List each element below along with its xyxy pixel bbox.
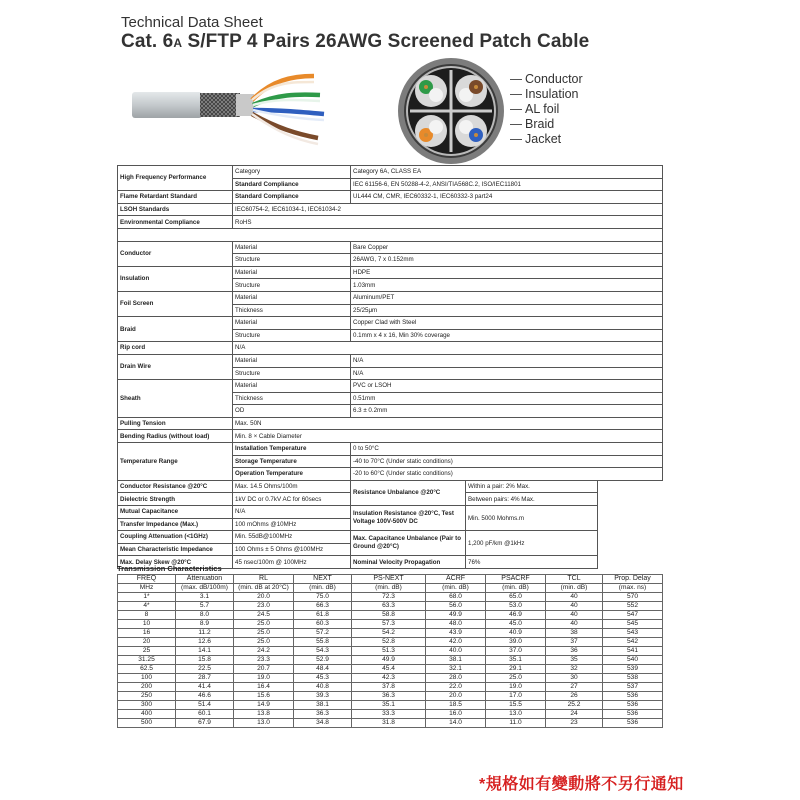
legend-label: Conductor [525,72,583,86]
spec-cell: Insulation Resistance @20°C, Test Voltage 100V-500V DC [351,506,466,531]
spec-cell: OD [233,405,351,418]
table-cell: 25.0 [234,638,294,647]
column-unit: (min. dB at 20°C) [234,584,294,593]
table-cell: 14.0 [426,719,486,728]
spec-cell: 1kV DC or 0.7kV AC for 60secs [233,493,351,506]
table-cell: 536 [603,692,663,701]
spec-cell: Max. Delay Skew @20°C [118,556,233,569]
table-cell: 37.0 [486,647,546,656]
table-cell: 540 [603,656,663,665]
spec-cell: Rip cord [118,342,233,355]
spec-cell: Storage Temperature [233,455,351,468]
table-cell: 62.5 [118,665,176,674]
table-cell: 17.0 [486,692,546,701]
table-cell: 38 [546,629,603,638]
table-cell: 570 [603,593,663,602]
table-row [118,602,663,611]
notice-text: *規格如有變動將不另行通知 [479,776,684,793]
spec-row [118,291,663,304]
spec-row [118,216,663,229]
spec-cell: Standard Compliance [233,178,351,191]
table-cell: 53.0 [486,602,546,611]
table-cell: 35.1 [352,701,426,710]
table-cell: 40 [546,593,603,602]
spec-cell: Bare Copper [351,241,663,254]
spec-cell: Nominal Velocity Propagation [351,556,466,569]
table-cell: 38.1 [426,656,486,665]
spec-row [118,480,663,493]
table-cell: 40.0 [426,647,486,656]
table-cell: 35.1 [486,656,546,665]
spec-cell: N/A [351,354,663,367]
spec-row [118,354,663,367]
spec-cell: Dielectric Strength [118,493,233,506]
spec-cell: Mean Characteristic Impedance [118,543,233,556]
column-unit: (max. ns) [603,584,663,593]
table-cell: 37 [546,638,603,647]
table-cell: 40 [546,611,603,620]
table-cell: 72.3 [352,593,426,602]
spec-cell: Bending Radius (without load) [118,430,233,443]
legend-label: Insulation [525,87,579,101]
table-cell: 539 [603,665,663,674]
table-cell: 542 [603,638,663,647]
table-cell: 67.9 [176,719,234,728]
table-row [118,656,663,665]
column-header: TCL [546,575,603,584]
spec-cell: HDPE [351,266,663,279]
table-cell: 19.0 [234,674,294,683]
table-cell: 54.2 [352,629,426,638]
table-cell: 547 [603,611,663,620]
table-cell: 537 [603,683,663,692]
spec-cell: Max. Capacitance Unbalance (Pair to Ground @20°C) [351,531,466,556]
spec-cell: Structure [233,254,351,267]
spec-cell: Standard Compliance [233,191,351,204]
spec-cell: RoHS [233,216,663,229]
spec-cell: 100 mOhms @10MHz [233,518,351,531]
column-header: PSACRF [486,575,546,584]
spec-row [118,380,663,393]
spec-cell: -20 to 60°C (Under static conditions) [351,468,663,481]
table-row [118,692,663,701]
table-cell: 36.3 [294,710,352,719]
spec-cell: Coupling Attenuation (<1GHz) [118,531,233,544]
spec-cell: Material [233,291,351,304]
column-unit: (min. dB) [546,584,603,593]
table-cell: 52.8 [352,638,426,647]
table-cell: 16.4 [234,683,294,692]
table-cell: 552 [603,602,663,611]
spec-cell: Installation Temperature [233,443,351,456]
table-row [118,611,663,620]
table-cell: 51.4 [176,701,234,710]
spec-cell: 0.1mm x 4 x 16, Min 30% coverage [351,329,663,342]
spec-cell: N/A [233,342,663,355]
table-cell: 16.0 [426,710,486,719]
spec-cell: Thickness [233,392,351,405]
table-cell: 32.1 [426,665,486,674]
spec-table [117,165,663,569]
table-cell: 40 [546,620,603,629]
spec-cell: Transfer Impedance (Max.) [118,518,233,531]
table-cell: 25.2 [546,701,603,710]
spec-cell: UL444 CM, CMR, IEC60332-1, IEC60332-3 part24 [351,191,663,204]
table-cell: 15.6 [234,692,294,701]
table-cell: 536 [603,719,663,728]
table-cell: 24 [546,710,603,719]
spec-cell: Material [233,266,351,279]
table-cell: 500 [118,719,176,728]
column-header: FREQ [118,575,176,584]
column-header: Attenuation [176,575,234,584]
transmission-header [118,575,663,593]
table-cell: 52.9 [294,656,352,665]
table-cell: 34.8 [294,719,352,728]
document-title [121,31,589,53]
table-cell: 60.3 [294,620,352,629]
table-cell: 49.9 [352,656,426,665]
spec-row [118,506,663,519]
table-cell: 4* [118,602,176,611]
table-cell: 536 [603,710,663,719]
table-cell: 28.7 [176,674,234,683]
table-cell: 13.0 [234,719,294,728]
spec-cell: Material [233,317,351,330]
legend-item [510,102,559,116]
spec-row [118,531,663,544]
spec-cell: Temperature Range [118,443,233,481]
title-part: S/FTP 4 Pairs 26AWG Screened Patch Cable [182,31,590,52]
table-cell: 42.0 [426,638,486,647]
table-cell: 45.4 [352,665,426,674]
transmission-title: Transmission Characteristics [117,564,222,573]
table-cell: 22.5 [176,665,234,674]
table-cell: 75.0 [294,593,352,602]
spec-cell: 6.3 ± 0.2mm [351,405,663,418]
spec-cell: IEC60754-2, IEC61034-1, IEC61034-2 [233,203,663,216]
spec-row [118,417,663,430]
table-cell: 24.5 [234,611,294,620]
title-subscript: A [173,36,183,50]
table-cell: 31.8 [352,719,426,728]
spec-cell: 0 to 50°C [351,443,663,456]
table-cell: 250 [118,692,176,701]
spec-row [118,241,663,254]
table-cell: 54.3 [294,647,352,656]
spec-cell: 26AWG, 7 x 0.152mm [351,254,663,267]
table-cell: 16 [118,629,176,638]
spec-row [118,191,663,204]
table-cell: 38.1 [294,701,352,710]
table-cell: 536 [603,701,663,710]
table-cell: 545 [603,620,663,629]
spec-cell: 1,200 pF/km @1kHz [466,531,598,556]
spec-cell: Material [233,241,351,254]
table-cell: 36.3 [352,692,426,701]
table-cell: 45.3 [294,674,352,683]
table-cell: 20.0 [426,692,486,701]
table-cell: 5.7 [176,602,234,611]
spec-cell: Copper Clad with Steel [351,317,663,330]
table-cell: 100 [118,674,176,683]
table-cell: 25.0 [234,629,294,638]
table-cell: 39.0 [486,638,546,647]
table-row [118,620,663,629]
table-cell: 43.9 [426,629,486,638]
table-cell: 1* [118,593,176,602]
table-cell: 12.6 [176,638,234,647]
legend-item [510,117,554,131]
table-cell: 23.3 [234,656,294,665]
table-row [118,701,663,710]
table-cell: 15.8 [176,656,234,665]
spec-cell: Braid [118,317,233,342]
spec-cell: N/A [233,506,351,519]
spec-cell: Structure [233,367,351,380]
table-cell: 68.0 [426,593,486,602]
table-cell: 11.0 [486,719,546,728]
spec-cell: 100 Ohms ± 5 Ohms @100MHz [233,543,351,556]
spec-cell: Conductor [118,241,233,266]
title-part: Cat. 6 [121,31,174,52]
table-cell: 51.3 [352,647,426,656]
table-cell: 66.3 [294,602,352,611]
spec-row [118,266,663,279]
spec-cell: 0.51mm [351,392,663,405]
table-cell: 20.0 [234,593,294,602]
column-unit: (min. dB) [352,584,426,593]
table-cell: 57.3 [352,620,426,629]
column-header: NEXT [294,575,352,584]
spec-cell: High Frequency Performance [118,166,233,191]
table-cell: 42.3 [352,674,426,683]
table-cell: 24.2 [234,647,294,656]
table-cell: 65.0 [486,593,546,602]
spec-cell: Aluminum/PET [351,291,663,304]
table-cell: 49.9 [426,611,486,620]
transmission-body [118,593,663,728]
table-cell: 14.9 [234,701,294,710]
table-cell: 8 [118,611,176,620]
table-cell: 22.0 [426,683,486,692]
transmission-header-row [118,575,663,584]
table-cell: 23.0 [234,602,294,611]
column-unit: (min. dB) [486,584,546,593]
spec-cell: 45 nsec/100m @ 100MHz [233,556,351,569]
spec-cell: Mutual Capacitance [118,506,233,519]
transmission-table [117,574,663,728]
table-cell: 32 [546,665,603,674]
legend-label: AL foil [525,102,560,116]
spec-row [118,166,663,179]
table-cell: 8.0 [176,611,234,620]
table-cell: 45.0 [486,620,546,629]
legend-label: Braid [525,117,555,131]
table-cell: 538 [603,674,663,683]
table-row [118,710,663,719]
spec-cell: Material [233,380,351,393]
spec-cell [118,228,663,241]
legend-item [510,72,583,86]
spec-cell: LSOH Standards [118,203,233,216]
table-cell: 55.8 [294,638,352,647]
table-cell: 541 [603,647,663,656]
spec-cell: Thickness [233,304,351,317]
legend-item [510,132,561,146]
table-cell: 31.25 [118,656,176,665]
table-cell: 46.9 [486,611,546,620]
spec-row [118,317,663,330]
table-cell: 46.6 [176,692,234,701]
table-row [118,683,663,692]
spec-cell: 25/25μm [351,304,663,317]
column-header: Prop. Delay [603,575,663,584]
table-cell: 18.5 [426,701,486,710]
spec-cell: Category [233,166,351,179]
spec-cell: Min. 55dB@100MHz [233,531,351,544]
column-unit: (max. dB/100m) [176,584,234,593]
table-cell: 13.0 [486,710,546,719]
table-cell: 40.8 [294,683,352,692]
table-cell: 25.0 [234,620,294,629]
column-header: PS-NEXT [352,575,426,584]
table-cell: 19.0 [486,683,546,692]
spec-cell: Conductor Resistance @20°C [118,480,233,493]
sheet-label: Technical Data Sheet [121,14,263,31]
table-row [118,647,663,656]
table-cell: 543 [603,629,663,638]
spec-cell: Foil Screen [118,291,233,316]
table-cell: 63.3 [352,602,426,611]
spec-row [118,430,663,443]
table-cell: 60.1 [176,710,234,719]
table-row [118,629,663,638]
transmission-unit-row [118,584,663,593]
spec-row [118,228,663,241]
spec-row [118,203,663,216]
column-header: ACRF [426,575,486,584]
spec-cell: Min. 8 × Cable Diameter [233,430,663,443]
table-cell: 300 [118,701,176,710]
table-row [118,674,663,683]
table-cell: 36 [546,647,603,656]
spec-cell: 76% [466,556,598,569]
table-row [118,638,663,647]
legend-label: Jacket [525,132,562,146]
spec-cell: PVC or LSOH [351,380,663,393]
column-unit: MHz [118,584,176,593]
spec-row [118,342,663,355]
table-row [118,719,663,728]
table-cell: 200 [118,683,176,692]
table-cell: 25.0 [486,674,546,683]
spec-cell: Max. 50N [233,417,663,430]
table-cell: 30 [546,674,603,683]
table-cell: 23 [546,719,603,728]
spec-cell: Insulation [118,266,233,291]
table-cell: 20 [118,638,176,647]
table-cell: 40.9 [486,629,546,638]
table-cell: 28.0 [426,674,486,683]
table-cell: 27 [546,683,603,692]
table-cell: 57.2 [294,629,352,638]
spec-cell: N/A [351,367,663,380]
table-cell: 26 [546,692,603,701]
column-header: RL [234,575,294,584]
column-unit: (min. dB) [426,584,486,593]
spec-cell: Drain Wire [118,354,233,379]
table-cell: 33.3 [352,710,426,719]
table-cell: 20.7 [234,665,294,674]
table-cell: 8.9 [176,620,234,629]
table-cell: 400 [118,710,176,719]
spec-cell: Sheath [118,380,233,418]
spec-cell: Within a pair: 2% Max. [466,480,598,493]
table-cell: 39.3 [294,692,352,701]
table-cell: 15.5 [486,701,546,710]
table-cell: 58.8 [352,611,426,620]
spec-cell: Flame Retardant Standard [118,191,233,204]
table-cell: 61.8 [294,611,352,620]
spec-cell: Material [233,354,351,367]
table-cell: 25 [118,647,176,656]
legend-item [510,87,579,101]
spec-cell: -40 to 70°C (Under static conditions) [351,455,663,468]
column-unit: (min. dB) [294,584,352,593]
cable-cross-section [395,56,507,166]
table-cell: 48.0 [426,620,486,629]
table-cell: 11.2 [176,629,234,638]
spec-table-body [118,166,663,569]
table-cell: 3.1 [176,593,234,602]
spec-cell: Structure [233,329,351,342]
table-cell: 41.4 [176,683,234,692]
table-cell: 40 [546,602,603,611]
table-cell: 13.8 [234,710,294,719]
spec-cell: Resistance Unbalance @20°C [351,480,466,505]
spec-cell: Between pairs: 4% Max. [466,493,598,506]
spec-cell: Pulling Tension [118,417,233,430]
spec-cell: Operation Temperature [233,468,351,481]
cable-illustration [132,70,347,150]
spec-cell: 1.03mm [351,279,663,292]
spec-cell: Structure [233,279,351,292]
table-cell: 35 [546,656,603,665]
table-cell: 37.8 [352,683,426,692]
spec-row [118,443,663,456]
table-cell: 48.4 [294,665,352,674]
table-cell: 56.0 [426,602,486,611]
spec-cell: IEC 61156-6, EN 50288-4-2, ANSI/TIA568C.2, ISO/IEC11801 [351,178,663,191]
cross-section-legend [510,72,630,152]
spec-cell: Max. 14.5 Ohms/100m [233,480,351,493]
spec-cell: Category 6A, CLASS EA [351,166,663,179]
table-row [118,665,663,674]
spec-cell: Environmental Compliance [118,216,233,229]
spec-cell: Min. 5000 Mohms.m [466,506,598,531]
table-cell: 14.1 [176,647,234,656]
table-cell: 29.1 [486,665,546,674]
table-cell: 10 [118,620,176,629]
table-row [118,593,663,602]
